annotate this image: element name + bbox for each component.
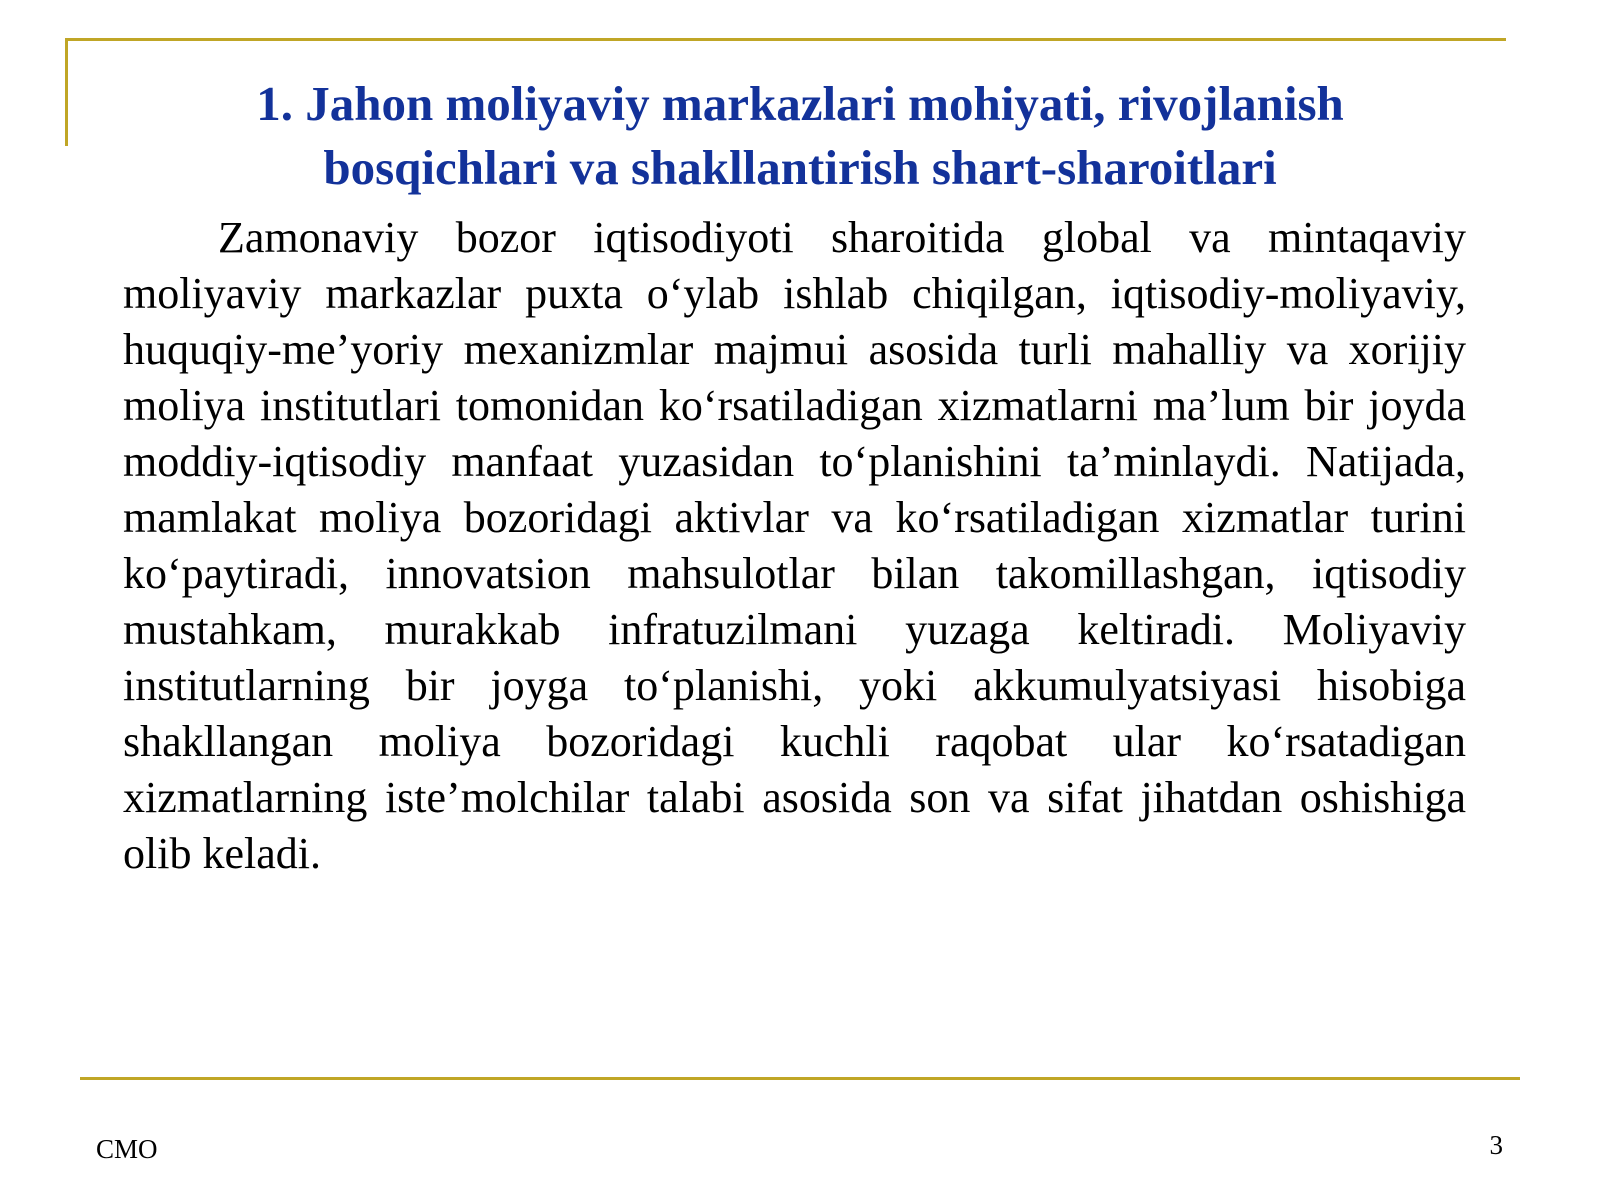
slide-title-line-1: 1. Jahon moliyaviy markazlari mohiyati, rivojlanish — [256, 76, 1344, 131]
bottom-rule — [80, 1077, 1520, 1080]
top-rule — [66, 38, 1506, 41]
page-number: 3 — [1489, 1130, 1503, 1160]
left-rule — [65, 38, 68, 146]
slide-body-paragraph: Zamonaviy bozor iqtisodiyoti sharoitida global va mintaqaviy moliyaviy markazlar puxta o‘ylab ishlab chiqilgan, iqtisodiy-moliyaviy, huquqiy-me’yoriy mexanizmlar majmui asosida turli mahalliy va xorijiy moliya institutlari tomonidan ko‘rsatiladigan xizmatlarni ma’lum bir joyda moddiy-iqtisodiy manfaat yuzasidan to‘planishini ta’minlaydi. Natijada, mamlakat moliya bozoridagi aktivlar va ko‘rsatiladigan xizmatlar turini ko‘paytiradi, innovatsion mahsulotlar bilan takomillashgan, iqtisodiy mustahkam, murakkab infratuzilmani yuzaga keltiradi. Moliyaviy institutlarning bir joyga to‘planishi, yoki akkumulyatsiyasi hisobiga shakllangan moliya bozoridagi kuchli raqobat ular ko‘rsatadigan xizmatlarning iste’molchilar talabi asosida son va sifat jihatdan oshishiga olib keladi. — [123, 213, 1466, 878]
slide-title-line-2: bosqichlari va shakllantirish shart-sharoitlari — [323, 140, 1277, 195]
slide-title — [150, 72, 1450, 200]
footer-label: CMO — [96, 1134, 158, 1164]
